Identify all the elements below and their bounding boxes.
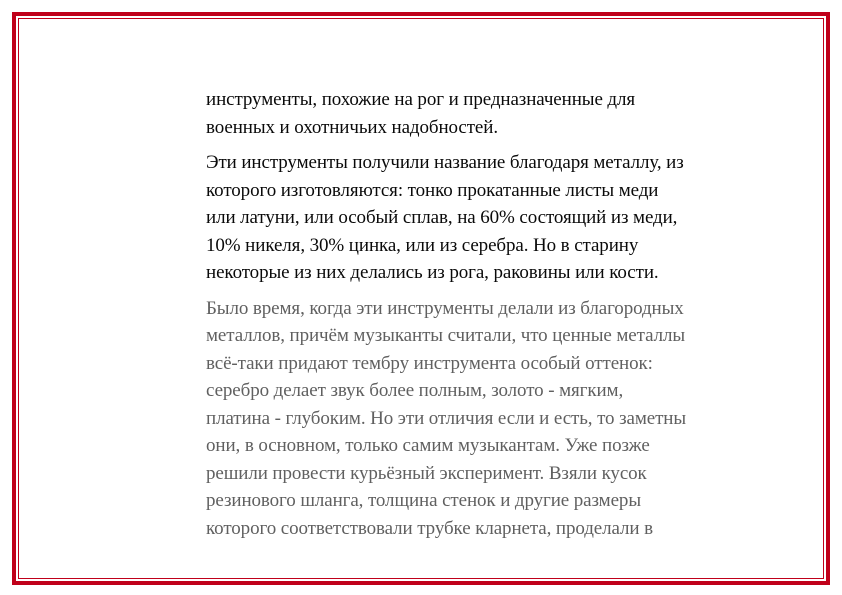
paragraph-2 <box>206 149 736 287</box>
text-line: платина - глубоким. Но эти отличия если и есть, то заметны <box>206 407 687 429</box>
text-line: Эти инструменты получили название благодаря металлу, из <box>206 152 684 173</box>
paragraph-3 <box>206 295 736 543</box>
text-line: которого изготовляются: тонко прокатанные листы меди <box>206 179 659 201</box>
text-line: инструменты, похожие на рог и предназначенные для <box>206 89 636 110</box>
document-body <box>206 86 736 550</box>
text-line: военных и охотничьих надобностей. <box>206 116 498 138</box>
text-line: 10% никеля, 30% цинка, или из серебра. Но в старину <box>206 234 639 256</box>
text-line: решили провести курьёзный эксперимент. Взяли кусок <box>206 462 647 484</box>
text-line: они, в основном, только самим музыкантам. Уже позже <box>206 435 650 456</box>
text-line: резинового шланга, толщина стенок и другие размеры <box>206 490 641 511</box>
text-line: некоторые из них делались из рога, раковины или кости. <box>206 262 659 283</box>
text-line: Было время, когда эти инструменты делали из благородных <box>206 297 684 319</box>
text-line: металлов, причём музыканты считали, что ценные металлы <box>206 325 686 346</box>
text-line: которого соответствовали трубке кларнета, проделали в <box>206 517 653 539</box>
text-line: всё-таки придают тембру инструмента особый оттенок: <box>206 352 653 374</box>
text-line: серебро делает звук более полным, золото - мягким, <box>206 380 624 401</box>
text-line: или латуни, или особый сплав, на 60% состоящий из меди, <box>206 207 678 228</box>
paragraph-1 <box>206 86 736 141</box>
